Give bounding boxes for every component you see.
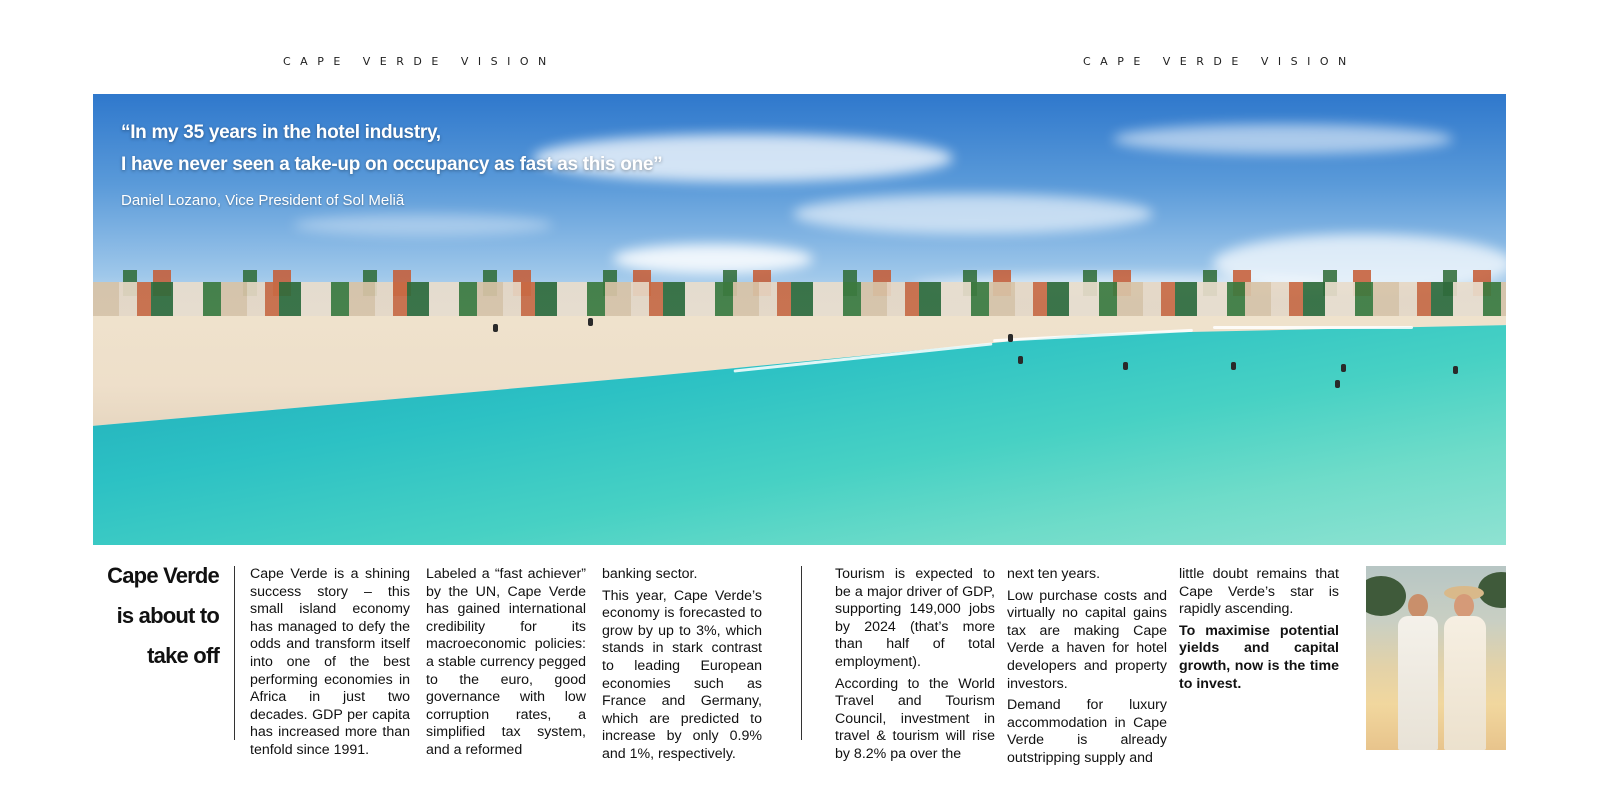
paragraph: This year, Cape Verde’s economy is forecasted to grow by up to 3%, which stands in stark contrast to leading European economies such as France and Germany, which are predicted to increase by only 0.9% and 1%, respectively. <box>602 587 762 762</box>
man-figure <box>1396 594 1440 750</box>
swimmer <box>1335 380 1340 388</box>
couple-photo <box>1366 566 1506 750</box>
swimmer <box>1018 356 1023 364</box>
article-column-4 <box>835 566 995 768</box>
paragraph: Labeled a “fast achiever” by the UN, Cape Verde has gained international credibility for its macroeconomic policies: a stable currency pegged to the euro, good governance with low corruption rates, a simplified tax system, and a reformed <box>426 566 586 758</box>
pull-quote-line-1: “In my 35 years in the hotel industry, <box>121 122 441 143</box>
paragraph: Tourism is expected to be a major driver of GDP, supporting 149,000 jobs by 2024 (that’s more than half of total employment). <box>835 566 995 670</box>
paragraph: banking sector. <box>602 566 698 582</box>
article-column-6 <box>1179 566 1339 697</box>
beachgoer <box>588 318 593 326</box>
paragraph: next ten years. <box>1007 566 1101 582</box>
pull-quote-line-2: I have never seen a take-up on occupancy as fast as this one” <box>121 154 663 175</box>
paragraph: little doubt remains that Cape Verde’s star is rapidly ascending. <box>1179 566 1339 618</box>
article-headline <box>93 556 219 676</box>
swimmer <box>1453 366 1458 374</box>
cloud <box>793 194 1153 234</box>
running-head-left: CAPE VERDE VISION <box>283 55 556 68</box>
column-divider <box>234 566 235 740</box>
wave-foam <box>1213 326 1413 329</box>
article-column-2 <box>426 566 586 764</box>
call-to-action: To maximise potential yields and capital growth, now is the time to invest. <box>1179 622 1339 692</box>
hero-beach-photo <box>93 94 1506 545</box>
man-head <box>1408 594 1428 618</box>
woman-figure <box>1442 586 1488 750</box>
headline-line-2: is about to <box>116 603 219 628</box>
swimmer <box>1123 362 1128 370</box>
quote-attribution: Daniel Lozano, Vice President of Sol Meliã <box>121 192 405 209</box>
beachgoer <box>493 324 498 332</box>
paragraph: Demand for luxury accommodation in Cape Verde is already outstripping supply and <box>1007 697 1167 766</box>
man-body <box>1398 616 1438 750</box>
headline-line-1: Cape Verde <box>107 563 219 588</box>
article-column-5 <box>1007 566 1167 772</box>
running-head-right: CAPE VERDE VISION <box>1083 55 1356 68</box>
swimmer <box>1341 364 1346 372</box>
woman-head <box>1454 594 1474 618</box>
article-column-3 <box>602 566 762 768</box>
article-column-1 <box>250 566 410 764</box>
woman-body <box>1444 616 1486 750</box>
paragraph: Low purchase costs and virtually no capital gains tax are making Cape Verde a haven for hotel developers and property investors. <box>1007 587 1167 692</box>
cloud <box>1113 124 1453 154</box>
paragraph: According to the World Travel and Tourism Council, investment in travel & tourism will rise by 8.2% pa over the <box>835 675 995 762</box>
swimmer <box>1231 362 1236 370</box>
beachgoer <box>1008 334 1013 342</box>
column-divider <box>801 566 802 740</box>
headline-line-3: take off <box>147 643 219 668</box>
cloud <box>293 214 553 236</box>
paragraph: Cape Verde is a shining success story – this small island economy has managed to defy the odds and transform itself into one of the best performing economies in Africa in just two decades. GDP per capita has increased more than tenfold since 1991. <box>250 566 410 758</box>
